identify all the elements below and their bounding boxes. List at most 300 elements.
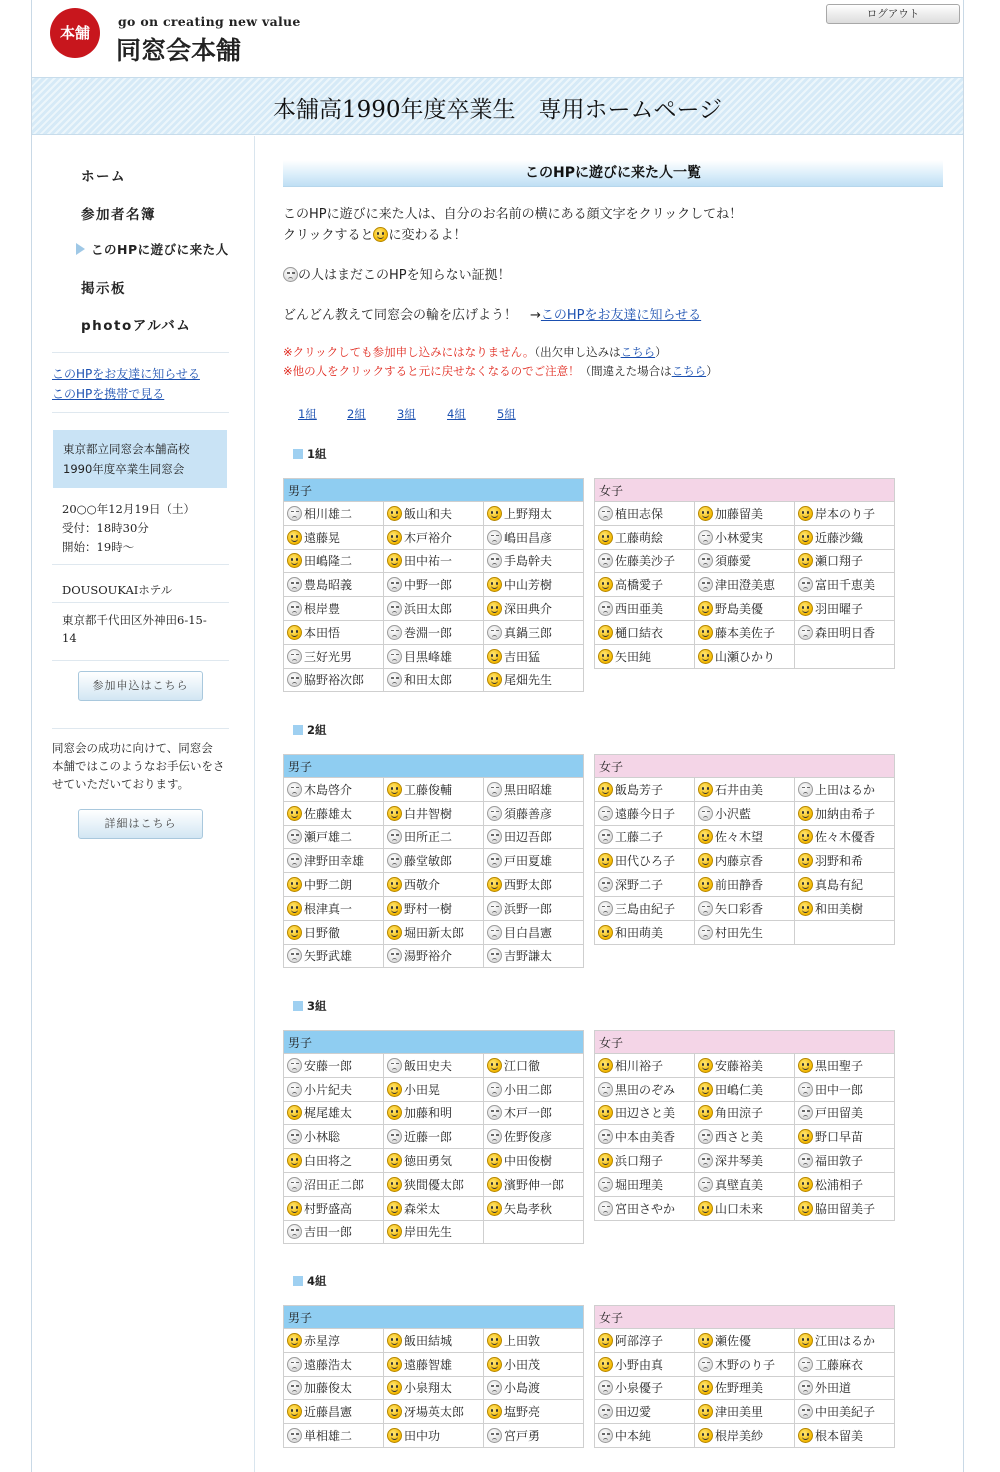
blank-face-icon[interactable]	[598, 1428, 613, 1443]
smile-face-icon[interactable]	[798, 1201, 813, 1216]
smile-face-icon[interactable]	[698, 506, 713, 521]
smile-face-icon[interactable]	[487, 577, 502, 592]
visitor-cell[interactable]	[384, 1329, 484, 1353]
visitor-cell[interactable]	[484, 1125, 584, 1149]
blank-face-icon[interactable]	[487, 1105, 502, 1120]
visitor-cell[interactable]	[595, 920, 695, 944]
visitor-cell[interactable]	[384, 644, 484, 668]
blank-face-icon[interactable]	[598, 1177, 613, 1192]
smile-face-icon[interactable]	[487, 672, 502, 687]
nav-home[interactable]: ホーム	[81, 169, 126, 185]
visitor-cell[interactable]	[695, 849, 795, 873]
smile-face-icon[interactable]	[287, 625, 302, 640]
visitor-cell[interactable]	[484, 1352, 584, 1376]
visitor-cell[interactable]	[795, 1424, 895, 1448]
visitor-cell[interactable]	[384, 1149, 484, 1173]
visitor-cell[interactable]	[595, 1329, 695, 1353]
smile-face-icon[interactable]	[798, 853, 813, 868]
visitor-cell[interactable]	[795, 1376, 895, 1400]
blank-face-icon[interactable]	[387, 601, 402, 616]
smile-face-icon[interactable]	[287, 877, 302, 892]
smile-face-icon[interactable]	[387, 1428, 402, 1443]
visitor-cell[interactable]	[695, 825, 795, 849]
blank-face-icon[interactable]	[798, 625, 813, 640]
visitor-cell[interactable]	[284, 896, 384, 920]
smile-face-icon[interactable]	[798, 1058, 813, 1073]
blank-face-icon[interactable]	[287, 672, 302, 687]
blank-face-icon[interactable]	[487, 806, 502, 821]
visitor-cell[interactable]	[384, 1077, 484, 1101]
visitor-cell[interactable]	[695, 597, 795, 621]
logo-mark[interactable]	[50, 8, 100, 58]
visitor-cell[interactable]	[384, 502, 484, 526]
blank-face-icon[interactable]	[287, 1129, 302, 1144]
smile-face-icon[interactable]	[287, 1404, 302, 1419]
visitor-cell[interactable]	[484, 644, 584, 668]
blank-face-icon[interactable]	[598, 1201, 613, 1216]
visitor-cell[interactable]	[284, 1329, 384, 1353]
visitor-cell[interactable]	[795, 502, 895, 526]
visitor-cell[interactable]	[695, 1149, 795, 1173]
visitor-cell[interactable]	[384, 668, 484, 692]
visitor-cell[interactable]	[695, 502, 795, 526]
smile-face-icon[interactable]	[698, 1082, 713, 1097]
smile-face-icon[interactable]	[598, 530, 613, 545]
visitor-cell[interactable]	[284, 1077, 384, 1101]
visitor-cell[interactable]	[695, 1101, 795, 1125]
visitor-cell[interactable]	[595, 1172, 695, 1196]
visitor-cell[interactable]	[795, 825, 895, 849]
visitor-cell[interactable]	[695, 1424, 795, 1448]
visitor-cell[interactable]	[695, 573, 795, 597]
logout-button[interactable]: ログアウト	[826, 4, 960, 24]
class-tab-4[interactable]: 4組	[447, 407, 466, 421]
visitor-cell[interactable]	[284, 620, 384, 644]
smile-face-icon[interactable]	[598, 1333, 613, 1348]
smile-face-icon[interactable]	[598, 1357, 613, 1372]
visitor-cell[interactable]	[795, 1149, 895, 1173]
smile-face-icon[interactable]	[487, 1177, 502, 1192]
visitor-cell[interactable]	[595, 1196, 695, 1220]
smile-face-icon[interactable]	[287, 1333, 302, 1348]
blank-face-icon[interactable]	[387, 829, 402, 844]
visitor-cell[interactable]	[284, 1352, 384, 1376]
visitor-cell[interactable]	[484, 801, 584, 825]
smile-face-icon[interactable]	[698, 1428, 713, 1443]
blank-face-icon[interactable]	[487, 901, 502, 916]
visitor-cell[interactable]	[484, 873, 584, 897]
nav-member-list[interactable]: 参加者名簿	[81, 207, 156, 223]
visitor-cell[interactable]	[595, 825, 695, 849]
visitor-cell[interactable]	[795, 549, 895, 573]
visitor-cell[interactable]	[384, 849, 484, 873]
smile-face-icon[interactable]	[798, 530, 813, 545]
smile-face-icon[interactable]	[698, 829, 713, 844]
smile-face-icon[interactable]	[698, 1404, 713, 1419]
visitor-cell[interactable]	[795, 1077, 895, 1101]
blank-face-icon[interactable]	[598, 506, 613, 521]
blank-face-icon[interactable]	[698, 901, 713, 916]
smile-face-icon[interactable]	[487, 1153, 502, 1168]
smile-face-icon[interactable]	[487, 1333, 502, 1348]
tell-friend-main-link[interactable]: このHPをお友達に知らせる	[540, 308, 702, 323]
visitor-cell[interactable]	[795, 597, 895, 621]
smile-face-icon[interactable]	[698, 1380, 713, 1395]
visitor-cell[interactable]	[695, 644, 795, 668]
blank-face-icon[interactable]	[287, 577, 302, 592]
blank-face-icon[interactable]	[287, 1428, 302, 1443]
blank-face-icon[interactable]	[598, 1404, 613, 1419]
blank-face-icon[interactable]	[698, 530, 713, 545]
visitor-cell[interactable]	[695, 1196, 795, 1220]
apply-button[interactable]: 参加申込はこちら	[78, 671, 203, 701]
visitor-cell[interactable]	[384, 1220, 484, 1244]
smile-face-icon[interactable]	[287, 806, 302, 821]
visitor-cell[interactable]	[384, 1376, 484, 1400]
smile-face-icon[interactable]	[698, 853, 713, 868]
visitor-cell[interactable]	[384, 778, 484, 802]
visitor-cell[interactable]	[484, 778, 584, 802]
blank-face-icon[interactable]	[487, 553, 502, 568]
class-tab-1[interactable]: 1組	[298, 407, 317, 421]
smile-face-icon[interactable]	[287, 530, 302, 545]
visitor-cell[interactable]	[795, 1400, 895, 1424]
blank-face-icon[interactable]	[598, 553, 613, 568]
visitor-cell[interactable]	[695, 620, 795, 644]
visitor-cell[interactable]	[795, 1101, 895, 1125]
blank-face-icon[interactable]	[487, 1129, 502, 1144]
visitor-cell[interactable]	[384, 873, 484, 897]
visitor-cell[interactable]	[484, 1424, 584, 1448]
smile-face-icon[interactable]	[387, 530, 402, 545]
smile-face-icon[interactable]	[598, 853, 613, 868]
smile-face-icon[interactable]	[598, 1105, 613, 1120]
smile-face-icon[interactable]	[798, 901, 813, 916]
blank-face-icon[interactable]	[387, 853, 402, 868]
visitor-cell[interactable]	[795, 849, 895, 873]
blank-face-icon[interactable]	[798, 577, 813, 592]
visitor-cell[interactable]	[284, 873, 384, 897]
visitor-cell[interactable]	[595, 1077, 695, 1101]
visitor-cell[interactable]	[284, 1196, 384, 1220]
blank-face-icon[interactable]	[387, 577, 402, 592]
visitor-cell[interactable]	[484, 597, 584, 621]
visitor-cell[interactable]	[695, 1400, 795, 1424]
visitor-cell[interactable]	[595, 1054, 695, 1078]
blank-face-icon[interactable]	[598, 1380, 613, 1395]
visitor-cell[interactable]	[284, 502, 384, 526]
attendance-link[interactable]: こちら	[620, 345, 656, 359]
blank-face-icon[interactable]	[487, 829, 502, 844]
smile-face-icon[interactable]	[487, 1357, 502, 1372]
visitor-cell[interactable]	[595, 778, 695, 802]
smile-face-icon[interactable]	[798, 829, 813, 844]
visitor-cell[interactable]	[284, 1376, 384, 1400]
nav-visitors[interactable]	[76, 240, 229, 258]
visitor-cell[interactable]	[284, 1101, 384, 1125]
smile-face-icon[interactable]	[798, 1428, 813, 1443]
visitor-cell[interactable]	[484, 549, 584, 573]
blank-face-icon[interactable]	[798, 1380, 813, 1395]
smile-face-icon[interactable]	[287, 1105, 302, 1120]
visitor-cell[interactable]	[484, 1101, 584, 1125]
visitor-cell[interactable]	[284, 849, 384, 873]
blank-face-icon[interactable]	[287, 506, 302, 521]
blank-face-icon[interactable]	[287, 1357, 302, 1372]
visitor-cell[interactable]	[284, 920, 384, 944]
blank-face-icon[interactable]	[698, 1129, 713, 1144]
smile-face-icon[interactable]	[387, 1380, 402, 1395]
visitor-cell[interactable]	[484, 620, 584, 644]
visitor-cell[interactable]	[595, 1352, 695, 1376]
visitor-cell[interactable]	[595, 1424, 695, 1448]
smile-face-icon[interactable]	[287, 1201, 302, 1216]
blank-face-icon[interactable]	[698, 553, 713, 568]
smile-face-icon[interactable]	[387, 901, 402, 916]
blank-face-icon[interactable]	[487, 1428, 502, 1443]
visitor-cell[interactable]	[595, 620, 695, 644]
visitor-cell[interactable]	[484, 1329, 584, 1353]
visitor-cell[interactable]	[695, 801, 795, 825]
smile-face-icon[interactable]	[387, 806, 402, 821]
visitor-cell[interactable]	[384, 620, 484, 644]
smile-face-icon[interactable]	[798, 601, 813, 616]
blank-face-icon[interactable]	[487, 1082, 502, 1097]
visitor-cell[interactable]	[484, 920, 584, 944]
visitor-cell[interactable]	[595, 1125, 695, 1149]
visitor-cell[interactable]	[284, 1172, 384, 1196]
visitor-cell[interactable]	[284, 1054, 384, 1078]
visitor-cell[interactable]	[284, 1400, 384, 1424]
blank-face-icon[interactable]	[798, 1153, 813, 1168]
smile-face-icon[interactable]	[287, 553, 302, 568]
smile-face-icon[interactable]	[698, 1105, 713, 1120]
blank-face-icon[interactable]	[798, 1404, 813, 1419]
smile-face-icon[interactable]	[598, 625, 613, 640]
visitor-cell[interactable]	[695, 1376, 795, 1400]
visitor-cell[interactable]	[284, 801, 384, 825]
smile-face-icon[interactable]	[598, 925, 613, 940]
smile-face-icon[interactable]	[798, 877, 813, 892]
visitor-cell[interactable]	[695, 1054, 795, 1078]
visitor-cell[interactable]	[595, 896, 695, 920]
visitor-cell[interactable]	[795, 1352, 895, 1376]
visitor-cell[interactable]	[795, 1054, 895, 1078]
visitor-cell[interactable]	[484, 668, 584, 692]
smile-face-icon[interactable]	[487, 1201, 502, 1216]
blank-face-icon[interactable]	[287, 829, 302, 844]
blank-face-icon[interactable]	[798, 1357, 813, 1372]
visitor-cell[interactable]	[795, 873, 895, 897]
class-tab-5[interactable]: 5組	[497, 407, 516, 421]
visitor-cell[interactable]	[795, 1196, 895, 1220]
blank-face-icon[interactable]	[698, 1357, 713, 1372]
visitor-cell[interactable]	[284, 944, 384, 968]
smile-face-icon[interactable]	[387, 506, 402, 521]
blank-face-icon[interactable]	[387, 948, 402, 963]
smile-face-icon[interactable]	[598, 577, 613, 592]
blank-face-icon[interactable]	[287, 1058, 302, 1073]
visitor-cell[interactable]	[484, 1400, 584, 1424]
blank-face-icon[interactable]	[698, 1153, 713, 1168]
visitor-cell[interactable]	[595, 573, 695, 597]
smile-face-icon[interactable]	[487, 601, 502, 616]
blank-face-icon[interactable]	[598, 829, 613, 844]
smile-face-icon[interactable]	[598, 1153, 613, 1168]
blank-face-icon[interactable]	[287, 853, 302, 868]
blank-face-icon[interactable]	[798, 782, 813, 797]
blank-face-icon[interactable]	[287, 649, 302, 664]
smile-face-icon[interactable]	[387, 877, 402, 892]
visitor-cell[interactable]	[484, 573, 584, 597]
visitor-cell[interactable]	[284, 525, 384, 549]
site-name[interactable]: 同窓会本舗	[116, 36, 242, 65]
visitor-cell[interactable]	[695, 525, 795, 549]
blank-face-icon[interactable]	[287, 1177, 302, 1192]
visitor-cell[interactable]	[595, 525, 695, 549]
visitor-cell[interactable]	[484, 849, 584, 873]
visitor-cell[interactable]	[595, 549, 695, 573]
visitor-cell[interactable]	[384, 1352, 484, 1376]
smile-face-icon[interactable]	[698, 782, 713, 797]
tell-friend-link[interactable]: このHPをお友達に知らせる	[52, 367, 200, 381]
nav-board[interactable]: 掲示板	[81, 281, 126, 297]
mobile-view-link[interactable]: このHPを携帯で見る	[52, 387, 165, 401]
blank-face-icon[interactable]	[287, 948, 302, 963]
smile-face-icon[interactable]	[387, 1201, 402, 1216]
visitor-cell[interactable]	[484, 1172, 584, 1196]
smile-face-icon[interactable]	[698, 1201, 713, 1216]
visitor-cell[interactable]	[484, 1149, 584, 1173]
visitor-cell[interactable]	[284, 1125, 384, 1149]
visitor-cell[interactable]	[695, 1329, 795, 1353]
smile-face-icon[interactable]	[287, 901, 302, 916]
blank-face-icon[interactable]	[387, 625, 402, 640]
blank-face-icon[interactable]	[287, 601, 302, 616]
visitor-cell[interactable]	[484, 1054, 584, 1078]
visitor-cell[interactable]	[595, 849, 695, 873]
visitor-cell[interactable]	[695, 896, 795, 920]
smile-face-icon[interactable]	[798, 1333, 813, 1348]
smile-face-icon[interactable]	[387, 1357, 402, 1372]
class-tab-3[interactable]: 3組	[397, 407, 416, 421]
blank-face-icon[interactable]	[387, 1129, 402, 1144]
nav-photo-album[interactable]: photoアルバム	[81, 318, 192, 334]
visitor-cell[interactable]	[695, 1172, 795, 1196]
smile-face-icon[interactable]	[287, 925, 302, 940]
visitor-cell[interactable]	[595, 801, 695, 825]
visitor-cell[interactable]	[284, 1424, 384, 1448]
smile-face-icon[interactable]	[798, 806, 813, 821]
visitor-cell[interactable]	[795, 801, 895, 825]
visitor-cell[interactable]	[284, 573, 384, 597]
smile-face-icon[interactable]	[798, 1177, 813, 1192]
visitor-cell[interactable]	[595, 597, 695, 621]
visitor-cell[interactable]	[284, 778, 384, 802]
visitor-cell[interactable]	[384, 1196, 484, 1220]
detail-button[interactable]: 詳細はこちら	[78, 809, 203, 839]
blank-face-icon[interactable]	[487, 782, 502, 797]
visitor-cell[interactable]	[284, 668, 384, 692]
visitor-cell[interactable]	[284, 825, 384, 849]
smile-face-icon[interactable]	[598, 782, 613, 797]
visitor-cell[interactable]	[384, 1125, 484, 1149]
visitor-cell[interactable]	[384, 573, 484, 597]
visitor-cell[interactable]	[384, 1054, 484, 1078]
visitor-cell[interactable]	[795, 620, 895, 644]
visitor-cell[interactable]	[284, 1149, 384, 1173]
visitor-cell[interactable]	[484, 1077, 584, 1101]
blank-face-icon[interactable]	[798, 1082, 813, 1097]
visitor-cell[interactable]	[384, 1424, 484, 1448]
visitor-cell[interactable]	[795, 573, 895, 597]
blank-face-icon[interactable]	[698, 925, 713, 940]
visitor-cell[interactable]	[595, 644, 695, 668]
blank-face-icon[interactable]	[698, 577, 713, 592]
blank-face-icon[interactable]	[698, 806, 713, 821]
smile-face-icon[interactable]	[698, 625, 713, 640]
visitor-cell[interactable]	[384, 944, 484, 968]
visitor-cell[interactable]	[384, 1400, 484, 1424]
visitor-cell[interactable]	[795, 1172, 895, 1196]
visitor-cell[interactable]	[384, 1101, 484, 1125]
visitor-cell[interactable]	[384, 597, 484, 621]
smile-face-icon[interactable]	[698, 1058, 713, 1073]
visitor-cell[interactable]	[595, 1101, 695, 1125]
visitor-cell[interactable]	[484, 1376, 584, 1400]
smile-face-icon[interactable]	[387, 1105, 402, 1120]
smile-face-icon[interactable]	[798, 506, 813, 521]
smile-face-icon[interactable]	[487, 1058, 502, 1073]
class-tab-2[interactable]: 2組	[347, 407, 366, 421]
visitor-cell[interactable]	[284, 549, 384, 573]
blank-face-icon[interactable]	[598, 806, 613, 821]
visitor-cell[interactable]	[695, 778, 795, 802]
visitor-cell[interactable]	[695, 549, 795, 573]
smile-face-icon[interactable]	[487, 1404, 502, 1419]
blank-face-icon[interactable]	[387, 1058, 402, 1073]
blank-face-icon[interactable]	[598, 901, 613, 916]
visitor-cell[interactable]	[484, 944, 584, 968]
smile-face-icon[interactable]	[798, 553, 813, 568]
visitor-cell[interactable]	[384, 825, 484, 849]
visitor-cell[interactable]	[284, 644, 384, 668]
smile-face-icon[interactable]	[387, 1224, 402, 1239]
visitor-cell[interactable]	[695, 1352, 795, 1376]
blank-face-icon[interactable]	[598, 1129, 613, 1144]
blank-face-icon[interactable]	[487, 1380, 502, 1395]
smile-face-icon[interactable]	[487, 877, 502, 892]
blank-face-icon[interactable]	[487, 625, 502, 640]
visitor-cell[interactable]	[484, 502, 584, 526]
visitor-cell[interactable]	[595, 1400, 695, 1424]
visitor-cell[interactable]	[384, 801, 484, 825]
visitor-cell[interactable]	[484, 1196, 584, 1220]
blank-face-icon[interactable]	[287, 782, 302, 797]
smile-face-icon[interactable]	[598, 649, 613, 664]
smile-face-icon[interactable]	[387, 925, 402, 940]
visitor-cell[interactable]	[595, 1149, 695, 1173]
visitor-cell[interactable]	[795, 778, 895, 802]
smile-face-icon[interactable]	[387, 1404, 402, 1419]
visitor-cell[interactable]	[384, 549, 484, 573]
smile-face-icon[interactable]	[487, 649, 502, 664]
smile-face-icon[interactable]	[487, 506, 502, 521]
smile-face-icon[interactable]	[798, 1129, 813, 1144]
visitor-cell[interactable]	[695, 920, 795, 944]
smile-face-icon[interactable]	[387, 1333, 402, 1348]
visitor-cell[interactable]	[384, 525, 484, 549]
